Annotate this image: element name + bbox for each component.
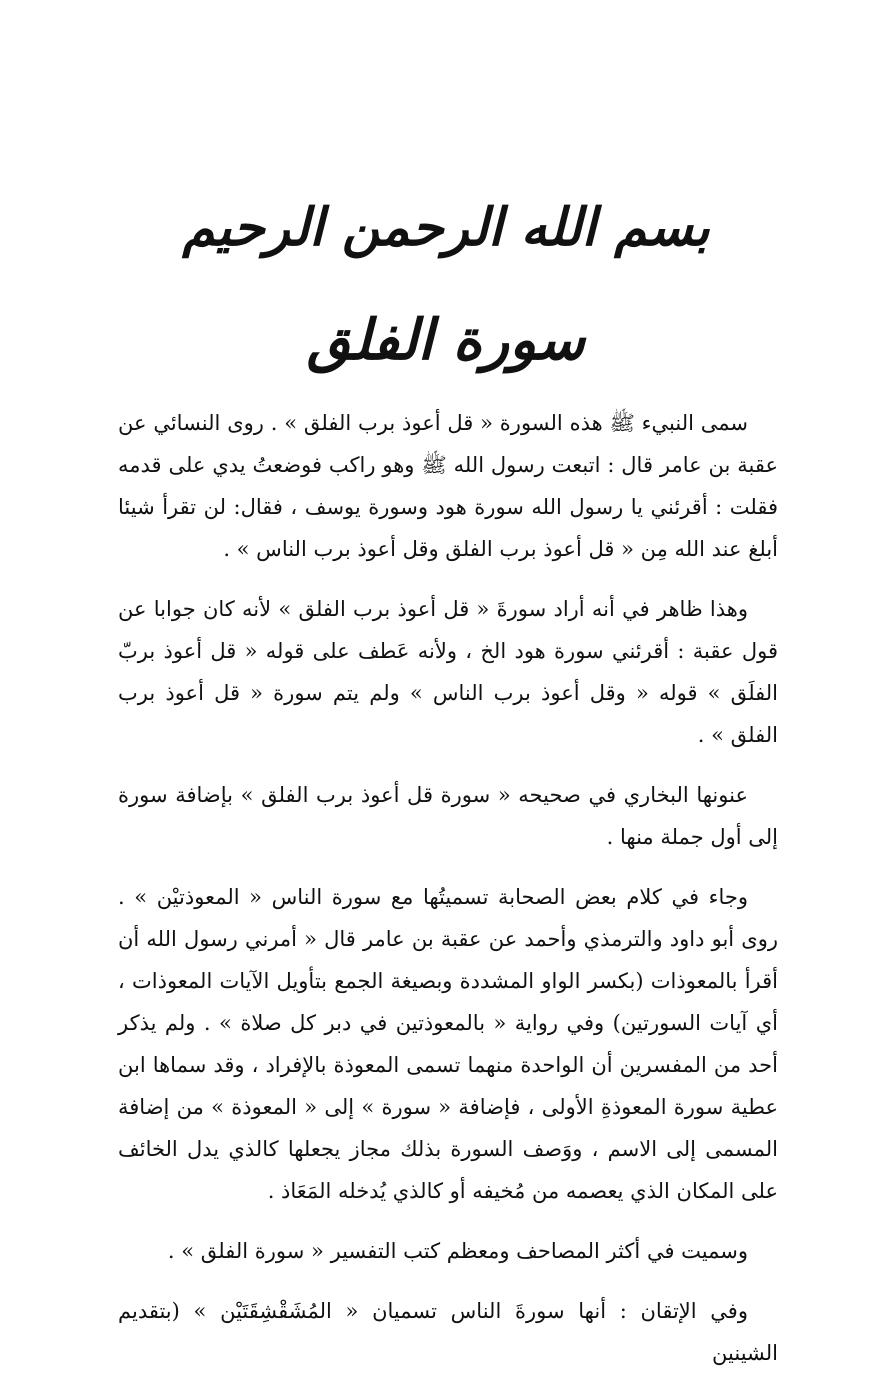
paragraph-3: عنونها البخاري في صحيحه « سورة قل أعوذ برب الفلق » بإضافة سورة إلى أول جملة منها . bbox=[118, 783, 778, 849]
body-text bbox=[118, 402, 778, 1392]
paragraph-1: سمى النبيء ﷺ هذه السورة « قل أعوذ برب الفلق » . روى النسائي عن عقبة بن عامر قال : اتبعت رسول الله ﷺ وهو راكب فوضعتُ يدي على قدمه فقلت : أقرئني يا رسول الله سورة هود وسورة يوسف ، فقال: لن تقرأ شيئا أبلغ عند الله مِن « قل أعوذ برب الفلق وقل أعوذ برب الناس » . bbox=[118, 411, 778, 561]
paragraph-2: وهذا ظاهر في أنه أراد سورةَ « قل أعوذ برب الفلق » لأنه كان جوابا عن قول عقبة : أقرئني سورة هود الخ ، ولأنه عَطف على قوله « قل أعوذ بربّ الفلَق » قوله « وقل أعوذ برب الناس » ولم يتم سورة « قل أعوذ برب الفلق » . bbox=[118, 597, 778, 747]
surah-title: سورة الفلق bbox=[307, 307, 585, 373]
basmala-heading: بسم الله الرحمن الرحيم bbox=[182, 197, 710, 258]
paragraph-6: وفي الإتقان : أنها سورةَ الناس تسميان « المُشَقْشِقَتَيْن » (بتقديم الشينين bbox=[118, 1299, 778, 1365]
paragraph-5: وسميت في أكثر المصاحف ومعظم كتب التفسير « سورة الفلق » . bbox=[167, 1239, 748, 1263]
paragraph-4: وجاء في كلام بعض الصحابة تسميتُها مع سورة الناس « المعوذتيْن » . روى أبو داود والترمذي وأحمد عن عقبة بن عامر قال « أمرني رسول الله أن أقرأ بالمعوذات (بكسر الواو المشددة وبصيغة الجمع بتأويل الآيات المعوذات ، أي آيات السورتين) وفي رواية « بالمعوذتين في دبر كل صلاة » . ولم يذكر أحد من المفسرين أن الواحدة منهما تسمى المعوذة بالإفراد ، وقد سماها ابن عطية سورة المعوذةِ الأولى ، فإضافة « سورة » إلى « المعوذة » من إضافة المسمى إلى الاسم ، ووَصف السورة بذلك مجاز يجعلها كالذي يدل الخائف على المكان الذي يعصمه من مُخيفه أو كالذي يُدخله المَعَاذ . bbox=[118, 885, 778, 1203]
